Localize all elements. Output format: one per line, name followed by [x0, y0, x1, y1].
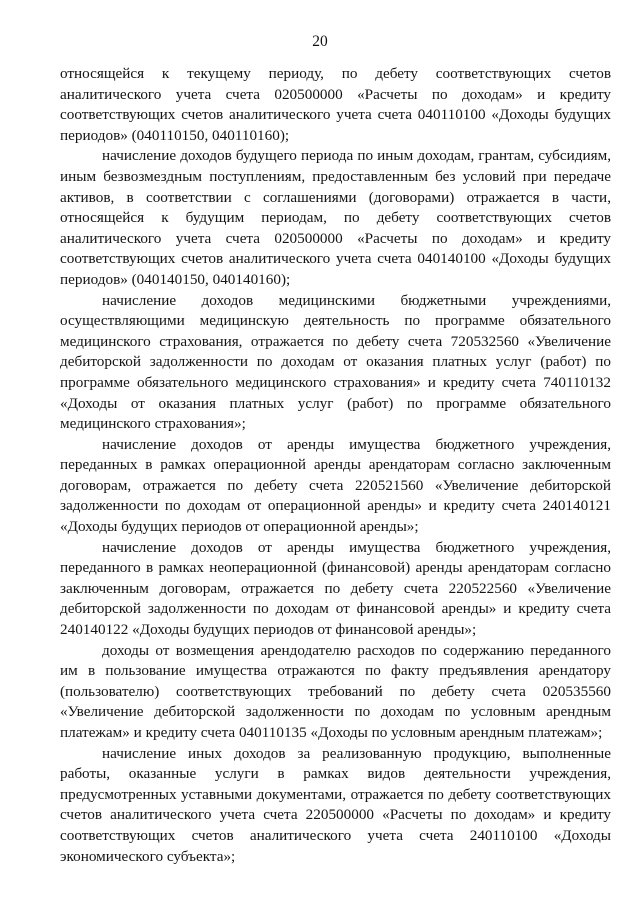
paragraph: начисление доходов от аренды имущества бюджетного учреждения, переданного в рамках неоперационной (финансовой) аренды арендаторам согласно заключенным договорам, отражается по дебету счета 220522560 «Увеличение дебиторской задолженности по доходам от финансовой аренды» и кредиту счета 240140122 «Доходы будущих периодов от финансовой аренды»;: [60, 538, 611, 639]
page-number: 20: [312, 33, 328, 50]
paragraph: начисление иных доходов за реализованную продукцию, выполненные работы, оказанные услуги в рамках видов деятельности учреждения, предусмотренных уставными документами, отражается по дебету соответствующих счетов аналитического учета счета 220500000 «Расчеты по доходам» и кредиту соответствующих счетов аналитического учета счета 240110100 «Доходы экономического субъекта»;: [60, 744, 611, 865]
paragraph: начисление доходов будущего периода по иным доходам, грантам, субсидиям, иным безвозмездным поступлениям, предоставленным без условий при передаче активов, в соответствии с соглашениями (договорами) отражается в части, относящейся к будущим периодам, по дебету соответствующих счетов аналитического учета счета 020500000 «Расчеты по доходам» и кредиту соответствующих счетов аналитического учета счета 040140100 «Доходы будущих периодов» (040140150, 040140160);: [60, 147, 611, 288]
paragraph: начисление доходов медицинскими бюджетными учреждениями, осуществляющими медицинскую деятельность по программе обязательного медицинского страхования, отражается по дебету счета 720532560 «Увеличение дебиторской задолженности по доходам от оказания платных услуг (работ) по программе обязательного медицинского страхования» и кредиту счета 740110132 «Доходы от оказания платных услуг (работ) по программе обязательного медицинского страхования»;: [60, 291, 611, 433]
paragraph-continuation: относящейся к текущему периоду, по дебету соответствующих счетов аналитического учета счета 020500000 «Расчеты по доходам» и кредиту соответствующих счетов аналитического учета счета 040110100 «Доходы будущих периодов» (040110150, 040110160);: [60, 65, 611, 144]
paragraph: начисление доходов от аренды имущества бюджетного учреждения, переданных в рамках операционной аренды арендаторам согласно заключенным договорам, отражается по дебету счета 220521560 «Увеличение дебиторской задолженности по доходам от операционной аренды» и кредиту счета 240140121 «Доходы будущих периодов от операционной аренды»;: [60, 435, 611, 536]
paragraph: доходы от возмещения арендодателю расходов по содержанию переданного им в пользование имущества отражаются по факту предъявления арендатору (пользователю) соответствующих требований по дебету счета 020535560 «Увеличение дебиторской задолженности по доходам по условным арендным платежам» и кредиту счета 040110135 «Доходы по условным арендным платежам»;: [60, 641, 611, 741]
document-body: [60, 64, 611, 867]
